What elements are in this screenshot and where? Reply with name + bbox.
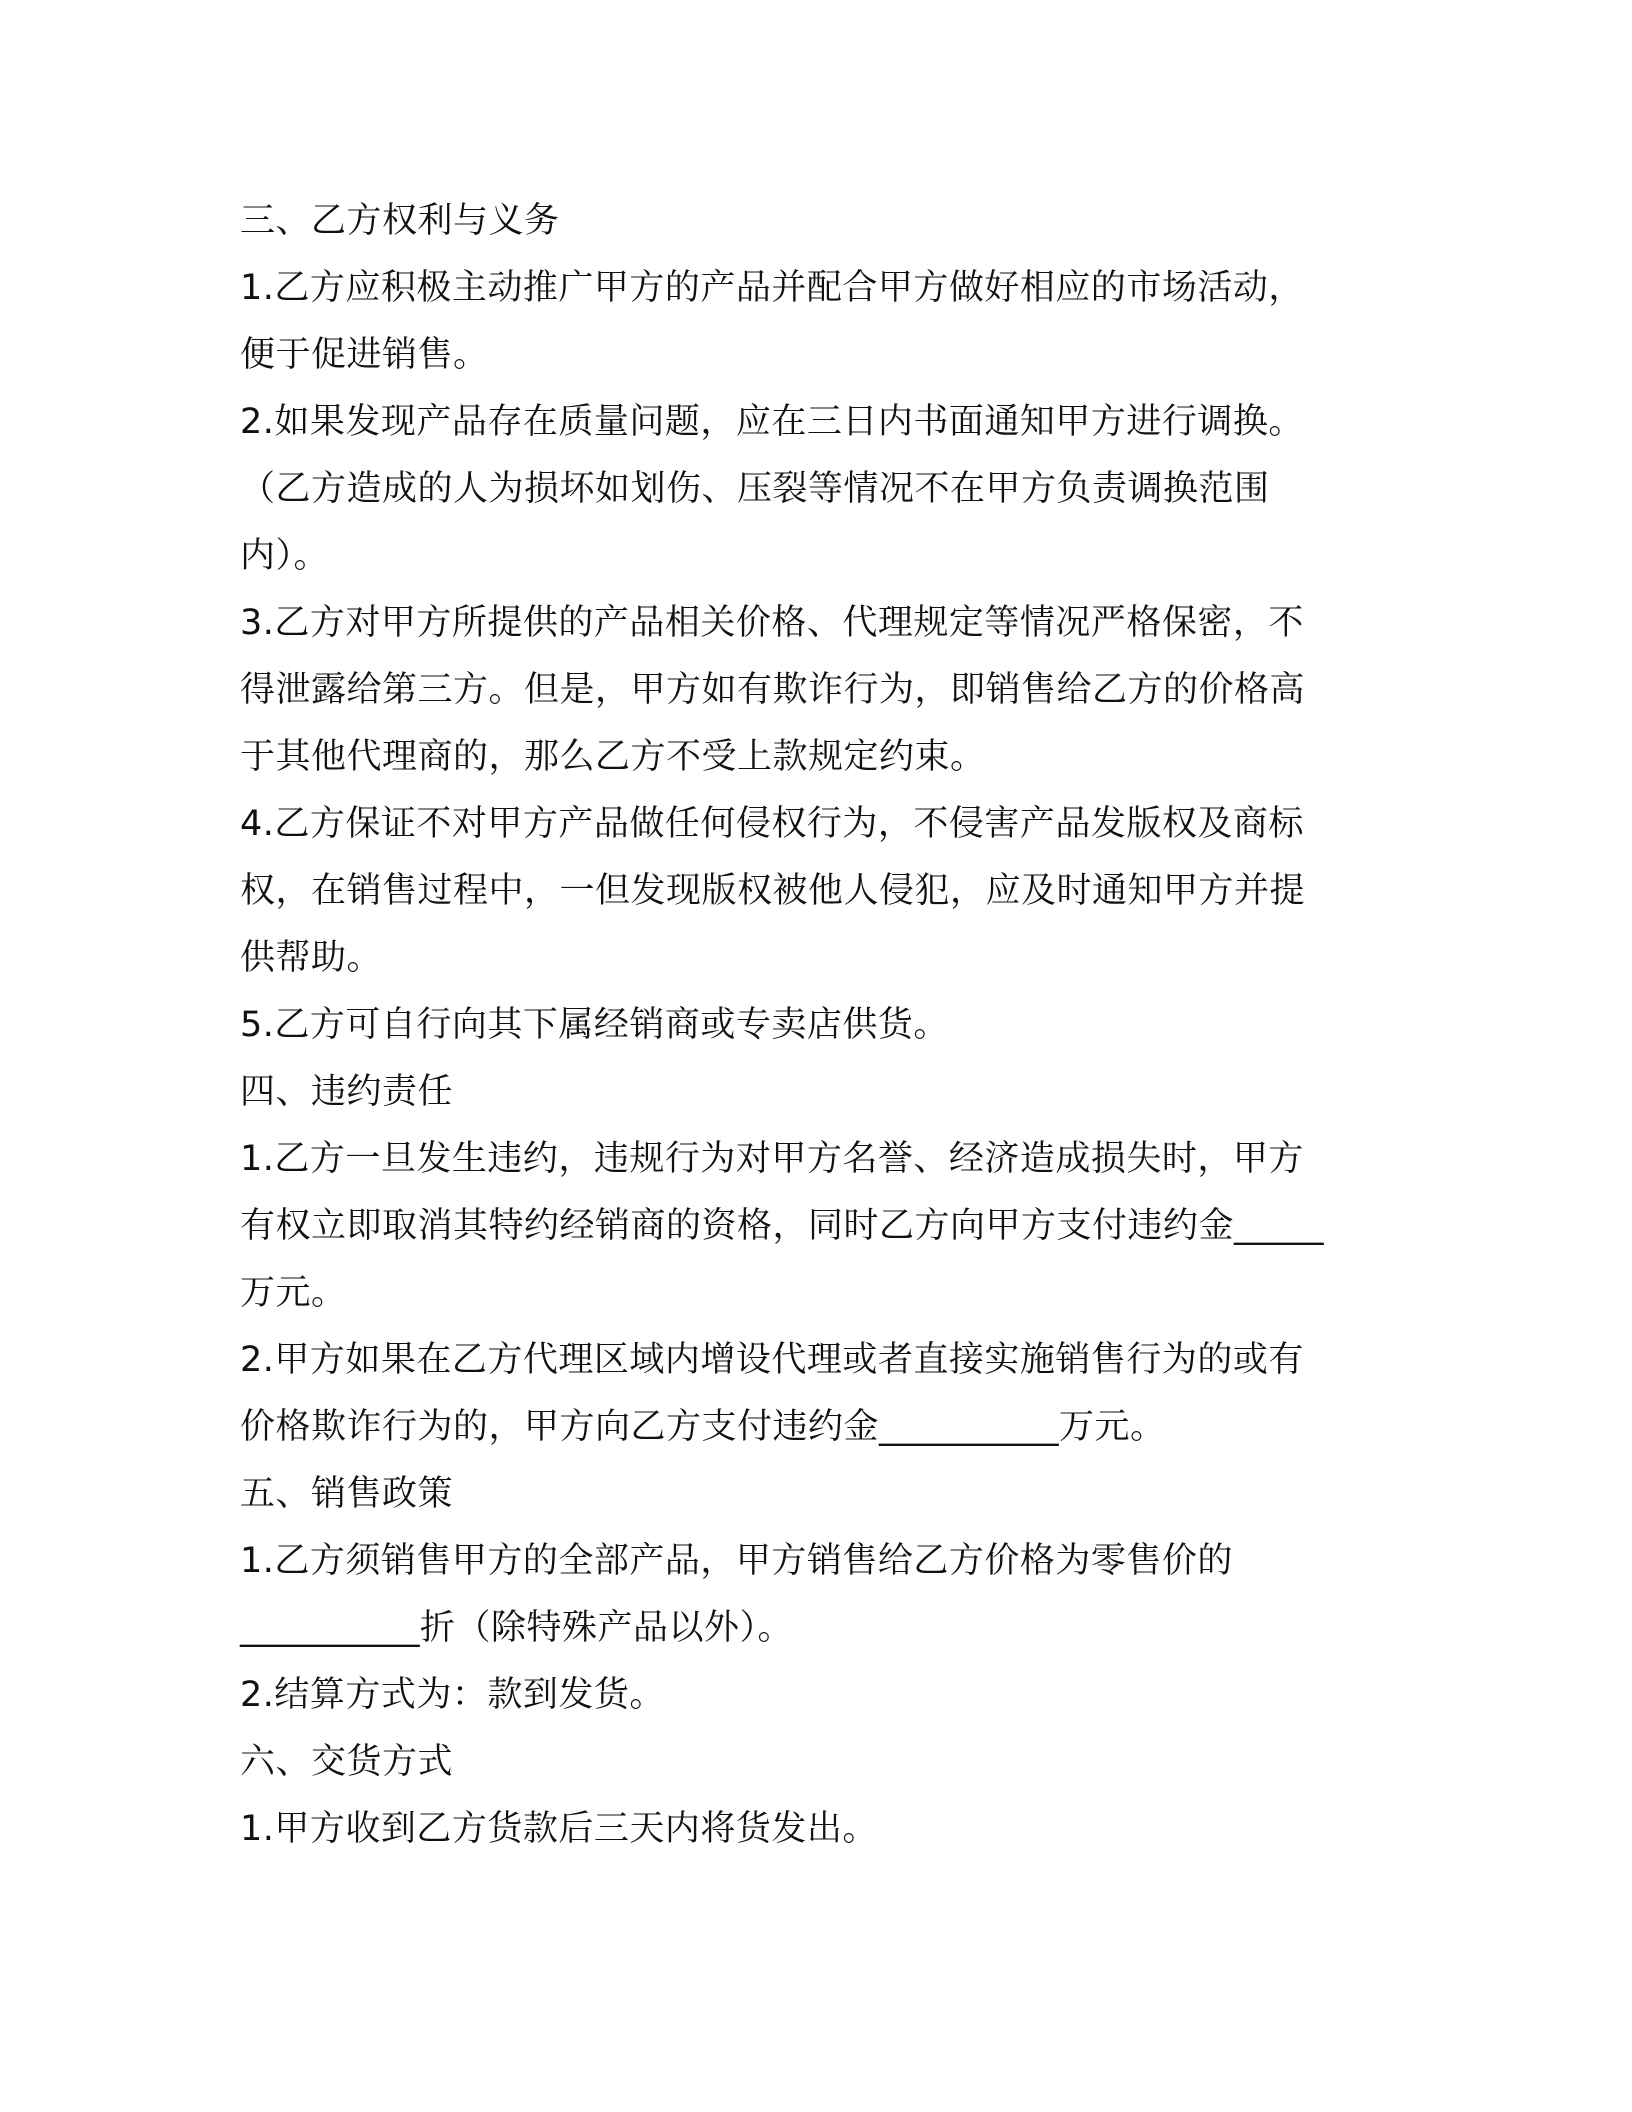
paragraph-line: 3.乙方对甲方所提供的产品相关价格、代理规定等情况严格保密，不 — [240, 603, 1304, 643]
section-heading-delivery-method: 六、交货方式 — [240, 1742, 454, 1782]
paragraph-line: 权，在销售过程中，一但发现版权被他人侵犯，应及时通知甲方并提 — [240, 871, 1306, 911]
paragraph-line: 2.甲方如果在乙方代理区域内增设代理或者直接实施销售行为的或有 — [240, 1340, 1304, 1380]
paragraph-line: 得泄露给第三方。但是，甲方如有欺诈行为，即销售给乙方的价格高 — [240, 670, 1306, 710]
paragraph-line: 1.乙方一旦发生违约，违规行为对甲方名誉、经济造成损失时，甲方 — [240, 1139, 1304, 1179]
section-heading-sales-policy: 五、销售政策 — [240, 1474, 454, 1514]
paragraph-line: 于其他代理商的，那么乙方不受上款规定约束。 — [240, 737, 986, 777]
paragraph-line: 内）。 — [240, 536, 330, 576]
paragraph-line: 2.结算方式为：款到发货。 — [240, 1675, 665, 1715]
paragraph-line: 价格欺诈行为的，甲方向乙方支付违约金__________万元。 — [240, 1407, 1166, 1447]
section-heading-breach-liability: 四、违约责任 — [240, 1072, 454, 1112]
paragraph-line: __________折（除特殊产品以外）。 — [240, 1608, 794, 1648]
paragraph-line: 1.乙方应积极主动推广甲方的产品并配合甲方做好相应的市场活动， — [240, 268, 1304, 308]
paragraph-line: 5.乙方可自行向其下属经销商或专卖店供货。 — [240, 1005, 949, 1045]
paragraph-line: 万元。 — [240, 1273, 347, 1313]
paragraph-line: 4.乙方保证不对甲方产品做任何侵权行为，不侵害产品发版权及商标 — [240, 804, 1304, 844]
section-heading-party-b-rights: 三、乙方权利与义务 — [240, 201, 560, 241]
document-body — [240, 188, 1410, 1863]
paragraph-line: 有权立即取消其特约经销商的资格，同时乙方向甲方支付违约金_____ — [240, 1206, 1325, 1246]
paragraph-line: 1.甲方收到乙方货款后三天内将货发出。 — [240, 1809, 878, 1849]
paragraph-line: 便于促进销售。 — [240, 335, 489, 375]
paragraph-line: 2.如果发现产品存在质量问题，应在三日内书面通知甲方进行调换。 — [240, 402, 1304, 442]
paragraph-line: 供帮助。 — [240, 938, 383, 978]
paragraph-line: 1.乙方须销售甲方的全部产品，甲方销售给乙方价格为零售价的 — [240, 1541, 1233, 1581]
paragraph-line: （乙方造成的人为损坏如划伤、压裂等情况不在甲方负责调换范围 — [240, 469, 1270, 509]
